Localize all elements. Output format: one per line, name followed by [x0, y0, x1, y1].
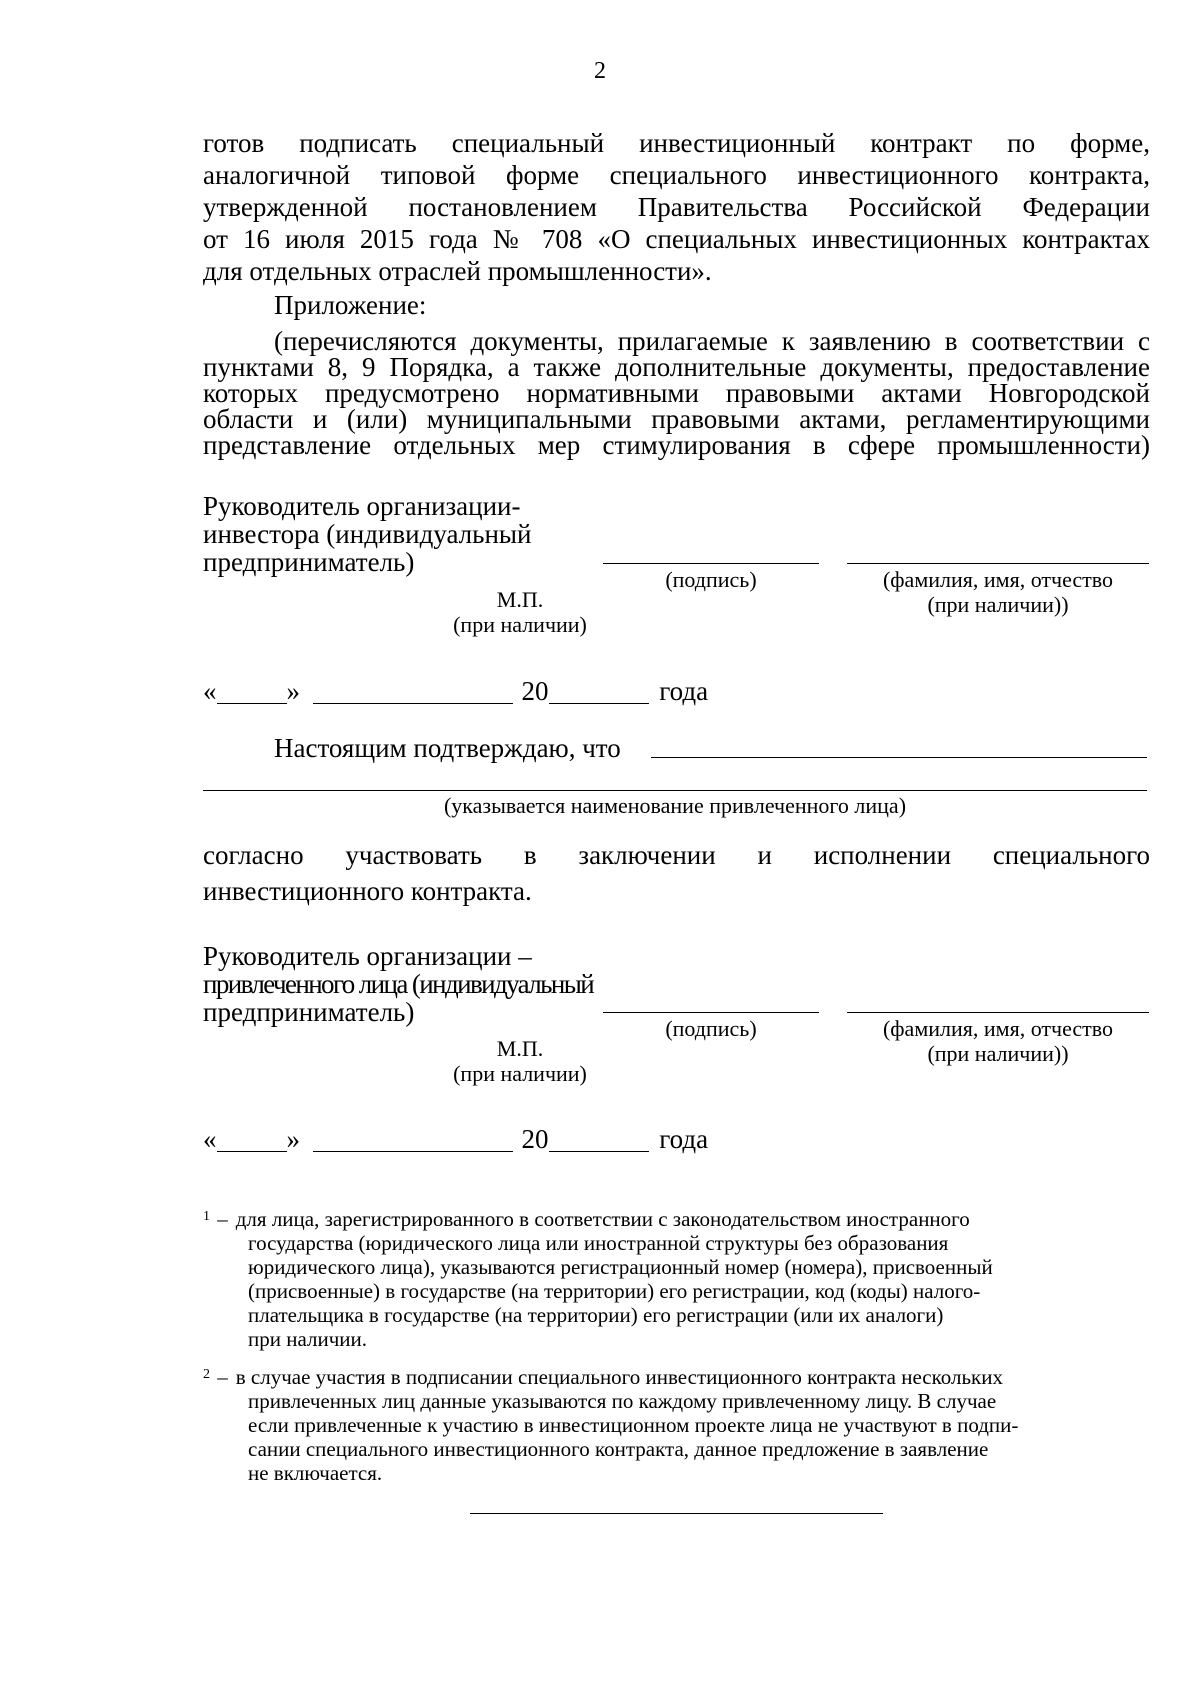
signature-caption: (подпись) — [665, 567, 757, 592]
year-field[interactable] — [549, 679, 649, 704]
footnote-line: сании специального инвестиционного контракта, данное предложение в заявление — [248, 1437, 989, 1461]
intro-line: утвержденной постановлением Правительства Российской Федерации — [203, 192, 1150, 222]
appendix-line: области и (или) муниципальными правовыми актами, регламентирующими — [203, 404, 1150, 434]
year-word: года — [659, 1124, 709, 1154]
attracted-party-caption: (указывается наименование привлеченного лица) — [443, 793, 907, 818]
footnote-dash: – — [217, 1365, 228, 1389]
date-open-quote: « — [203, 1124, 217, 1154]
footnote-1 — [203, 1205, 1153, 1351]
footnote-line: (присвоенные) в государстве (на территории) его регистрации, код (коды) налого- — [248, 1279, 981, 1303]
day-field[interactable] — [217, 1127, 287, 1152]
signer-role-line: предприниматель) — [203, 547, 415, 577]
footnote-mark: 2 — [203, 1367, 210, 1382]
full-name-line[interactable] — [847, 1012, 1149, 1013]
attracted-party-field-continued[interactable] — [203, 790, 1147, 791]
full-name-caption-line: (фамилия, имя, отчество — [882, 567, 1114, 592]
signer-role-line: Руководитель организации – — [203, 941, 532, 971]
footnote-line: если привлеченные к участию в инвестиционном проекте лица не участвуют в подпи- — [248, 1413, 1019, 1437]
signature-line[interactable] — [603, 563, 819, 564]
day-field[interactable] — [217, 679, 287, 704]
closing-rule — [470, 1513, 883, 1514]
date-line — [203, 676, 708, 707]
signer-role-line: Руководитель организации- — [203, 491, 521, 521]
confirmation-text: Настоящим подтверждаю, что — [274, 733, 621, 763]
appendix-line: которых предусмотрено нормативными правовыми актами Новгородской — [203, 378, 1150, 408]
signature-line[interactable] — [603, 1012, 819, 1013]
stamp-label: М.П. — [496, 587, 544, 612]
date-line — [203, 1124, 708, 1155]
footnote-dash: – — [217, 1207, 228, 1231]
confirmation-line: согласно участвовать в заключении и исполнении специального — [203, 840, 1150, 870]
intro-line: готов подписать специальный инвестиционный контракт по форме, — [203, 128, 1150, 158]
footnote-line: при наличии. — [248, 1327, 367, 1351]
full-name-caption-line: (при наличии)) — [927, 592, 1069, 617]
full-name-caption-line: (при наличии)) — [927, 1041, 1069, 1066]
full-name-caption — [847, 1016, 1149, 1066]
signer-role-line: инвестора (индивидуальный — [203, 519, 532, 549]
appendix-line: (перечисляются документы, прилагаемые к заявлению в соответствии с — [274, 326, 1150, 356]
stamp-note: (при наличии) — [453, 1061, 587, 1086]
footnote-mark: 1 — [203, 1209, 210, 1224]
year-word: года — [659, 676, 709, 706]
intro-line: от 16 июля 2015 года № 708 «О специальных инвестиционных контрактах — [203, 224, 1150, 254]
appendix-line: представление отдельных мер стимулирования в сфере промышленности) — [203, 430, 1150, 460]
footnote-line: государства (юридического лица или иностранной структуры без образования — [248, 1231, 949, 1255]
signer-role — [203, 492, 532, 576]
date-open-quote: « — [203, 676, 217, 706]
month-field[interactable] — [313, 1127, 513, 1152]
date-close-quote: » — [286, 676, 300, 706]
intro-line: для отдельных отраслей промышленности». — [203, 256, 712, 286]
confirmation-line: инвестиционного контракта. — [203, 876, 532, 906]
date-century: 20 — [521, 1124, 549, 1154]
appendix-line: пунктами 8, 9 Порядка, а также дополнительные документы, предоставление — [203, 352, 1150, 382]
stamp-label: М.П. — [496, 1036, 544, 1061]
date-close-quote: » — [286, 1124, 300, 1154]
signer-role — [203, 942, 593, 1026]
attracted-party-field[interactable] — [651, 757, 1147, 758]
full-name-caption-line: (фамилия, имя, отчество — [882, 1016, 1114, 1041]
stamp-note: (при наличии) — [453, 612, 587, 637]
footnote-line: плательщика в государстве (на территории) его регистрации (или их аналоги) — [248, 1303, 944, 1327]
footnote-line: для лица, зарегистрированного в соответствии с законодательством иностранного — [235, 1207, 970, 1231]
signature-caption: (подпись) — [665, 1016, 757, 1041]
footnote-line: привлеченных лиц данные указываются по каждому привлеченному лицу. В случае — [248, 1389, 997, 1413]
signer-role-line: предприниматель) — [203, 997, 415, 1027]
footnote-line: в случае участия в подписании специального инвестиционного контракта нескольких — [235, 1365, 1003, 1389]
year-field[interactable] — [549, 1127, 649, 1152]
month-field[interactable] — [313, 679, 513, 704]
stamp-placeholder — [420, 1036, 620, 1086]
signer-role-line: привлеченного лица (индивидуальный — [203, 969, 594, 999]
page-number: 2 — [594, 58, 606, 84]
footnote-2 — [203, 1363, 1153, 1485]
date-century: 20 — [521, 676, 549, 706]
full-name-caption — [847, 567, 1149, 617]
full-name-line[interactable] — [847, 563, 1149, 564]
footnote-line: не включается. — [248, 1461, 383, 1485]
appendix-title: Приложение: — [274, 290, 427, 320]
stamp-placeholder — [420, 587, 620, 637]
footnote-line: юридического лица), указываются регистрационный номер (номера), присвоенный — [248, 1255, 993, 1279]
intro-line: аналогичной типовой форме специального инвестиционного контракта, — [203, 160, 1150, 190]
